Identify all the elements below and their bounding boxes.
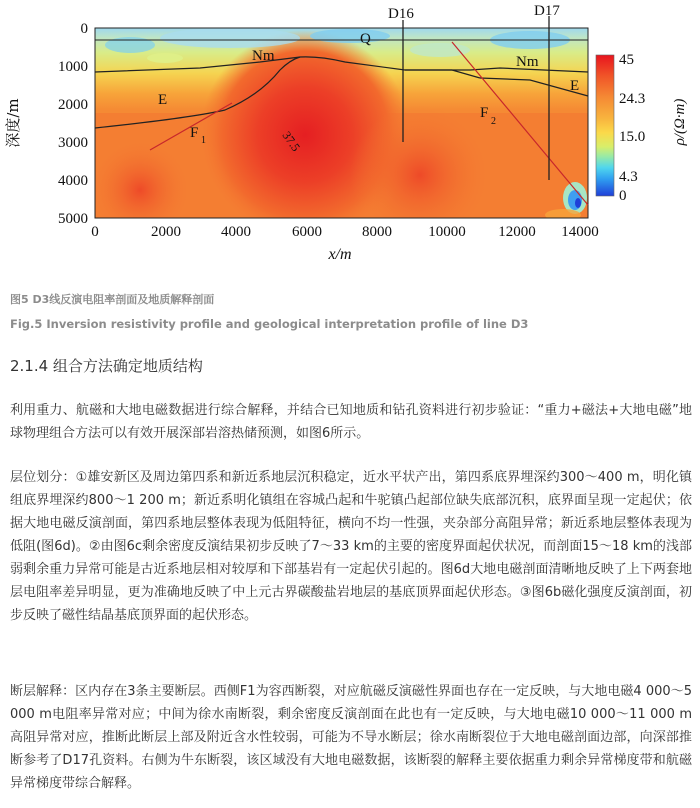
y-axis-label: 深度/m	[4, 98, 22, 148]
y-tick-4: 4000	[58, 173, 88, 189]
colorbar-tick-2: 15.0	[619, 129, 646, 145]
colorbar	[596, 55, 614, 196]
y-tick-0: 0	[80, 21, 88, 37]
label-d17: D17	[534, 3, 560, 19]
figure-caption-english: Fig.5 Inversion resistivity profile and geological interpretation profile of line D3	[10, 317, 529, 331]
label-e-left: E	[158, 92, 168, 108]
colorbar-tick-4: 0	[619, 188, 627, 204]
x-tick-5: 10000	[428, 224, 466, 240]
paragraph: 利用重力、航磁和大地电磁数据进行综合解释，并结合已知地质和钻孔资料进行初步验证：“重力+磁法+大地电磁”地球物理组合方法可以有效开展深部岩溶热储预测，如图6所示。	[10, 403, 692, 441]
y-tick-2: 2000	[58, 97, 88, 113]
paragraph: 层位划分：①雄安新区及周边第四系和新近系地层沉积稳定，近水平状产出，第四系底界埋深约300～400 m，明化镇组底界埋深约800～1 200 m；新近系明化镇组在容城凸起和牛驼镇凸起部位缺失底部沉积，底界面呈现一定起伏；依据大地电磁反演剖面，第四系地层整体表现为低阻特征，横向不均一性强，夹杂部分高阻异常；新近系地层整体表现为低阻(图6d)。②由图6c剩余密度反演结果初步反映了7～33 km的主要的密度界面起伏状况，而剖面15～18 km的浅部弱剩余重力异常可能是古近系地层相对较厚和下部基岩有一定起伏引起的。图6d大地电磁剖面清晰地反映了上下两套地层电阻率差异明显，更为准确地反映了中上元古界碳酸盐岩地层的基底顶界面起伏形态。③图6b磁化强度反演剖面，初步反映了磁性结晶基底顶界面的起伏形态。	[10, 470, 692, 623]
x-tick-7: 14000	[561, 224, 599, 240]
paragraph: 断层解释：区内存在3条主要断层。西侧F1为容西断裂，对应航磁反演磁性界面也存在一定反映，与大地电磁4 000～5 000 m电阻率异常对应；中间为徐水南断裂，剩余密度反演剖面在此也有一定反映，与大地电磁10 000～11 000 m高阻异常对应，推断此断层上部及附近含水性较弱，可能为不导水断层；徐水南断裂位于大地电磁剖面边部，向深部推断参考了D17孔资料。右侧为牛东断裂，该区域没有大地电磁数据，该断裂的解释主要依据重力剩余异常梯度带和航磁异常梯度带综合解释。	[10, 684, 692, 791]
label-nm-right: Nm	[516, 54, 539, 70]
label-f2: F	[480, 105, 489, 121]
label-nm-left: Nm	[252, 48, 275, 64]
x-tick-2: 4000	[221, 224, 251, 240]
colorbar-label: ρ/(Ω·m)	[672, 98, 688, 146]
y-tick-5: 5000	[58, 211, 88, 227]
label-q: Q	[360, 31, 371, 47]
figure-caption-chinese: 图5 D3线反演电阻率剖面及地质解释剖面	[10, 293, 215, 306]
colorbar-tick-3: 4.3	[619, 169, 638, 185]
x-axis-label: x/m	[328, 246, 352, 263]
x-tick-3: 6000	[292, 224, 322, 240]
x-tick-1: 2000	[151, 224, 181, 240]
x-tick-4: 8000	[362, 224, 392, 240]
section-heading: 2.1.4 组合方法确定地质结构	[10, 357, 203, 375]
label-e-right: E	[570, 78, 580, 94]
label-f1-sub: 1	[201, 135, 206, 146]
x-tick-6: 12000	[498, 224, 536, 240]
resistivity-profile-figure	[0, 0, 700, 270]
colorbar-tick-1: 24.3	[619, 91, 646, 107]
label-d16: D16	[388, 6, 414, 22]
colorbar-tick-0: 45	[619, 52, 634, 68]
label-f1: F	[190, 125, 199, 141]
label-f2-sub: 2	[491, 116, 496, 127]
contour-label: 37.5	[279, 128, 304, 154]
y-tick-3: 3000	[58, 135, 88, 151]
x-tick-0: 0	[91, 224, 99, 240]
y-tick-1: 1000	[58, 59, 88, 75]
